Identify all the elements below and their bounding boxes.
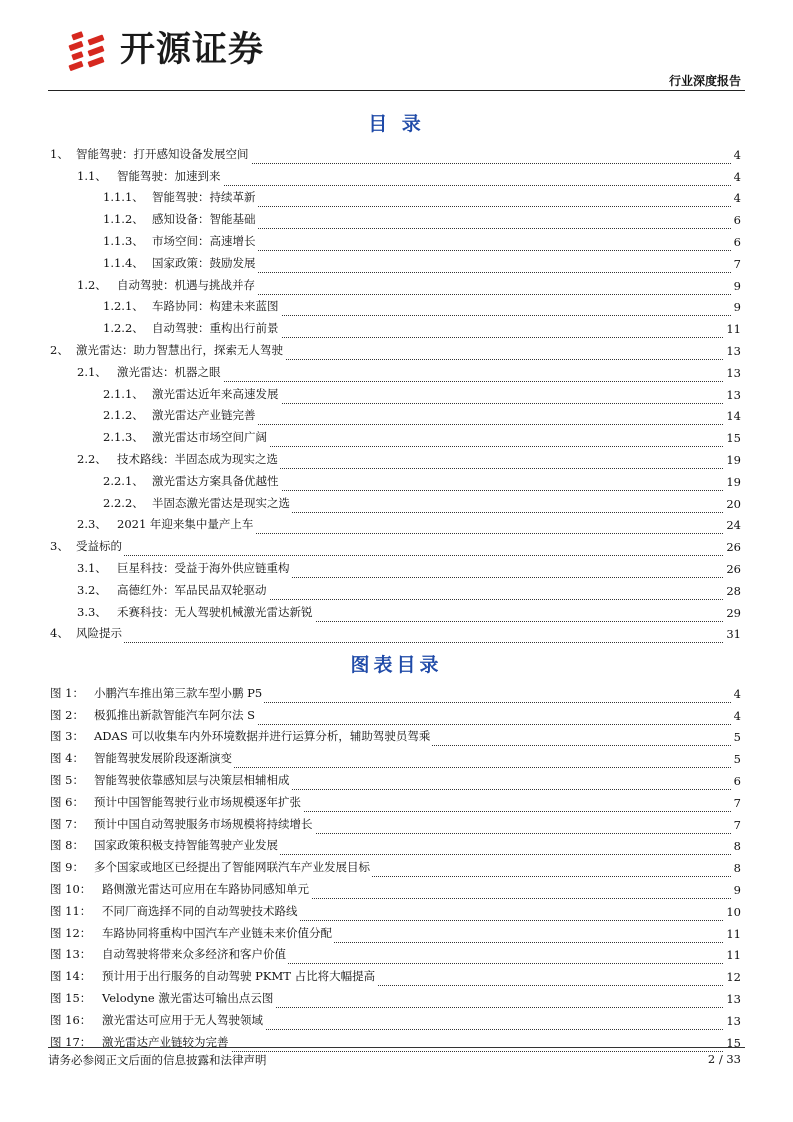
entry-label: [50, 1012, 265, 1030]
entry-label: [50, 516, 255, 534]
entry-page-number: 7: [731, 818, 741, 834]
entry-page-number: 5: [731, 730, 741, 746]
entry-number: 2.1、: [77, 364, 107, 379]
page-number: 2 / 33: [707, 1052, 741, 1066]
entry-page-number: 4: [731, 148, 741, 164]
entry-page-number: 11: [723, 322, 741, 338]
toc-entry[interactable]: [50, 229, 741, 251]
toc-heading: 目 录: [368, 113, 425, 135]
entry-number: 图 8：: [50, 838, 84, 853]
entry-label: [50, 495, 292, 513]
entry-number: 1.2.1、: [103, 299, 144, 314]
footer-divider: [48, 1047, 745, 1048]
entry-page-number: 24: [723, 518, 741, 534]
entry-label: [50, 772, 292, 790]
entry-title: 技术路线：半固态成为现实之选: [117, 451, 278, 466]
entry-page-number: 20: [723, 497, 741, 513]
toc-entry[interactable]: [50, 338, 741, 360]
figure-entry[interactable]: [50, 1008, 741, 1030]
figure-entry[interactable]: [50, 703, 741, 725]
entry-label: [50, 429, 269, 447]
entry-page-number: 26: [723, 562, 741, 578]
entry-page-number: 8: [731, 861, 741, 877]
entry-number: 图 7：: [50, 816, 84, 831]
entry-page-number: 9: [731, 883, 741, 899]
entry-label: [50, 582, 269, 600]
entry-number: 图 6：: [50, 794, 84, 809]
entry-label: [50, 925, 334, 943]
figure-list: [50, 681, 741, 1052]
entry-title: 不同厂商选择不同的自动驾驶技术路线: [102, 903, 298, 918]
entry-label: [50, 146, 251, 164]
entry-title: 市场空间：高速增长: [152, 233, 256, 248]
entry-title: 极狐推出新款智能汽车阿尔法 S: [94, 707, 256, 722]
entry-page-number: 6: [731, 235, 741, 251]
toc-entry[interactable]: [50, 556, 741, 578]
entry-number: 图 1：: [50, 685, 84, 700]
entry-number: 1.1.4、: [103, 255, 144, 270]
toc-entry[interactable]: [50, 513, 741, 535]
toc-entry[interactable]: [50, 186, 741, 208]
entry-page-number: 13: [723, 366, 741, 382]
entry-label: [50, 211, 258, 229]
entry-page-number: 19: [723, 475, 741, 491]
entry-title: 国家政策积极支持智能驾驶产业发展: [94, 838, 278, 853]
entry-page-number: 6: [731, 213, 741, 229]
entry-number: 3、: [50, 539, 69, 554]
figure-entry[interactable]: [50, 681, 741, 703]
entry-title: 自动驾驶将带来众多经济和客户价值: [102, 947, 286, 962]
entry-label: [50, 946, 288, 964]
entry-title: 小鹏汽车推出第三款车型小鹏 P5: [94, 685, 263, 700]
entry-title: 路侧激光雷达可应用在车路协同感知单元: [102, 881, 309, 896]
figures-heading: 图表目录: [350, 654, 443, 676]
entry-label: [50, 625, 124, 643]
toc-entry[interactable]: [50, 491, 741, 513]
header-divider: [48, 90, 745, 91]
entry-page-number: 13: [723, 1014, 741, 1030]
entry-title: 预计用于出行服务的自动驾驶 PKMT 占比将大幅提高: [102, 969, 376, 984]
entry-number: 2.1.1、: [103, 386, 144, 401]
entry-number: 图 11：: [50, 903, 92, 918]
entry-title: 感知设备：智能基础: [152, 212, 256, 227]
toc-entry[interactable]: [50, 251, 741, 273]
entry-title: 2021 年迎来集中量产上车: [117, 517, 254, 532]
entry-number: 图 12：: [50, 925, 92, 940]
figure-entry[interactable]: [50, 943, 741, 965]
entry-label: [50, 298, 281, 316]
toc-entry[interactable]: [50, 578, 741, 600]
entry-title: 预计中国智能驾驶行业市场规模逐年扩张: [94, 794, 301, 809]
entry-number: 2.2.2、: [103, 495, 144, 510]
entry-label: [50, 685, 264, 703]
entry-title: 激光雷达方案具备优越性: [152, 473, 279, 488]
toc-entry[interactable]: [50, 534, 741, 556]
company-logo: [66, 28, 264, 72]
entry-label: [50, 968, 377, 986]
entry-number: 图 10：: [50, 881, 92, 896]
entry-page-number: 7: [731, 257, 741, 273]
entry-title: 国家政策：鼓励发展: [152, 255, 256, 270]
figure-entry[interactable]: [50, 725, 741, 747]
entry-title: 智能驾驶发展阶段逐渐演变: [94, 751, 232, 766]
entry-number: 2.2.1、: [103, 473, 144, 488]
figure-entry[interactable]: [50, 986, 741, 1008]
toc-entry[interactable]: [50, 207, 741, 229]
entry-page-number: 6: [731, 774, 741, 790]
entry-label: [50, 604, 315, 622]
entry-number: 3.2、: [77, 582, 107, 597]
report-type-label: 行业深度报告: [668, 74, 741, 88]
entry-number: 图 2：: [50, 707, 84, 722]
entry-title: 激光雷达产业链较为完善: [102, 1034, 229, 1049]
entry-number: 1、: [50, 146, 69, 161]
entry-page-number: 12: [723, 970, 741, 986]
entry-page-number: 26: [723, 540, 741, 556]
toc-entry[interactable]: [50, 425, 741, 447]
entry-page-number: 15: [723, 431, 741, 447]
entry-title: 自动驾驶：机遇与挑战并存: [117, 277, 255, 292]
entry-title: 激光雷达市场空间广阔: [152, 430, 267, 445]
entry-label: [50, 473, 281, 491]
entry-page-number: 4: [731, 170, 741, 186]
figure-entry[interactable]: [50, 899, 741, 921]
entry-number: 图 16：: [50, 1012, 92, 1027]
entry-title: 受益标的: [76, 539, 122, 554]
toc-entry[interactable]: [50, 404, 741, 426]
entry-page-number: 4: [731, 687, 741, 703]
entry-label: [50, 859, 372, 877]
entry-title: 巨星科技：受益于海外供应链重构: [117, 560, 290, 575]
entry-title: 高德红外：军品民品双轮驱动: [117, 582, 267, 597]
entry-title: 半固态激光雷达是现实之选: [152, 495, 290, 510]
entry-label: [50, 189, 258, 207]
entry-label: [50, 342, 285, 360]
toc-entry[interactable]: [50, 622, 741, 644]
entry-number: 1.2.2、: [103, 321, 144, 336]
entry-label: [50, 837, 280, 855]
entry-title: 激光雷达产业链完善: [152, 408, 256, 423]
entry-label: [50, 728, 432, 746]
entry-label: [50, 990, 275, 1008]
entry-label: [50, 320, 281, 338]
toc-entry[interactable]: [50, 164, 741, 186]
entry-title: 车路协同：构建未来蓝图: [152, 299, 279, 314]
logo-text: 开源证券: [120, 29, 265, 70]
entry-number: 1.1.2、: [103, 212, 144, 227]
entry-label: [50, 560, 292, 578]
figure-entry[interactable]: [50, 855, 741, 877]
entry-title: 智能驾驶：加速到来: [117, 168, 221, 183]
entry-number: 图 17：: [50, 1034, 92, 1049]
entry-title: 多个国家或地区已经提出了智能网联汽车产业发展目标: [94, 860, 370, 875]
entry-number: 2.1.2、: [103, 408, 144, 423]
entry-label: [50, 233, 258, 251]
entry-title: 智能驾驶依靠感知层与决策层相辅相成: [94, 772, 290, 787]
entry-page-number: 14: [723, 409, 741, 425]
toc-entry[interactable]: [50, 295, 741, 317]
entry-page-number: 11: [723, 948, 741, 964]
entry-number: 1.1.3、: [103, 233, 144, 248]
entry-label: [50, 750, 234, 768]
entry-title: 激光雷达可应用于无人驾驶领域: [102, 1012, 263, 1027]
entry-page-number: 15: [723, 1036, 741, 1052]
entry-label: [50, 277, 257, 295]
figure-entry[interactable]: [50, 768, 741, 790]
entry-number: 2、: [50, 342, 69, 357]
entry-number: 图 9：: [50, 860, 84, 875]
entry-label: [50, 881, 311, 899]
entry-title: 自动驾驶：重构出行前景: [152, 321, 279, 336]
figure-entry[interactable]: [50, 921, 741, 943]
entry-title: ADAS 可以收集车内外环境数据并进行运算分析，辅助驾驶员驾乘: [94, 729, 431, 744]
entry-number: 图 14：: [50, 969, 92, 984]
toc-entry[interactable]: [50, 382, 741, 404]
entry-page-number: 4: [731, 709, 741, 725]
entry-label: [50, 451, 280, 469]
entry-number: 图 5：: [50, 772, 84, 787]
entry-page-number: 31: [723, 627, 741, 643]
figure-entry[interactable]: [50, 812, 741, 834]
entry-page-number: 5: [731, 752, 741, 768]
toc-entry[interactable]: [50, 469, 741, 491]
entry-title: 智能驾驶：持续革新: [152, 190, 256, 205]
entry-label: [50, 255, 258, 273]
figure-entry[interactable]: [50, 746, 741, 768]
entry-page-number: 7: [731, 796, 741, 812]
entry-page-number: 13: [723, 992, 741, 1008]
entry-title: 预计中国自动驾驶服务市场规模将持续增长: [94, 816, 313, 831]
entry-page-number: 9: [731, 279, 741, 295]
entry-number: 1.2、: [77, 277, 107, 292]
entry-page-number: 9: [731, 300, 741, 316]
entry-title: 车路协同将重构中国汽车产业链未来价值分配: [102, 925, 332, 940]
entry-page-number: 13: [723, 388, 741, 404]
entry-label: [50, 794, 303, 812]
page-header: [48, 20, 745, 90]
figure-entry[interactable]: [50, 877, 741, 899]
entry-label: [50, 903, 300, 921]
figure-entry[interactable]: [50, 1030, 741, 1052]
toc-entry[interactable]: [50, 447, 741, 469]
entry-label: [50, 1034, 231, 1052]
entry-number: 1.1、: [77, 168, 107, 183]
entry-title: 风险提示: [76, 626, 122, 641]
entry-number: 2.3、: [77, 517, 107, 532]
toc-entry[interactable]: [50, 142, 741, 164]
entry-page-number: 10: [723, 905, 741, 921]
entry-label: [50, 407, 258, 425]
toc-entry[interactable]: [50, 273, 741, 295]
entry-label: [50, 816, 315, 834]
figure-entry[interactable]: [50, 834, 741, 856]
footer-disclaimer: 请务必参阅正文后面的信息披露和法律声明: [48, 1053, 267, 1067]
entry-title: Velodyne 激光雷达可输出点云图: [102, 990, 274, 1005]
entry-label: [50, 707, 257, 725]
entry-label: [50, 364, 223, 382]
entry-title: 激光雷达：助力智慧出行，探索无人驾驶: [76, 342, 283, 357]
entry-number: 图 3：: [50, 729, 84, 744]
entry-number: 图 4：: [50, 751, 84, 766]
entry-label: [50, 538, 124, 556]
toc-entry[interactable]: [50, 316, 741, 338]
entry-page-number: 13: [723, 344, 741, 360]
entry-label: [50, 386, 281, 404]
entry-page-number: 29: [723, 606, 741, 622]
entry-page-number: 8: [731, 839, 741, 855]
entry-number: 1.1.1、: [103, 190, 144, 205]
entry-number: 3.3、: [77, 604, 107, 619]
toc-entry[interactable]: [50, 360, 741, 382]
entry-number: 图 13：: [50, 947, 92, 962]
entry-page-number: 11: [723, 927, 741, 943]
entry-number: 4、: [50, 626, 69, 641]
entry-number: 图 15：: [50, 990, 92, 1005]
entry-page-number: 4: [731, 191, 741, 207]
entry-title: 智能驾驶：打开感知设备发展空间: [76, 146, 249, 161]
logo-mark-icon: [66, 28, 110, 72]
entry-number: 2.2、: [77, 451, 107, 466]
table-of-contents: [50, 142, 741, 643]
entry-page-number: 28: [723, 584, 741, 600]
entry-number: 2.1.3、: [103, 430, 144, 445]
entry-title: 激光雷达近年来高速发展: [152, 386, 279, 401]
figure-entry[interactable]: [50, 790, 741, 812]
toc-entry[interactable]: [50, 600, 741, 622]
entry-number: 3.1、: [77, 560, 107, 575]
entry-label: [50, 168, 223, 186]
figure-entry[interactable]: [50, 964, 741, 986]
entry-title: 激光雷达：机器之眼: [117, 364, 221, 379]
entry-page-number: 19: [723, 453, 741, 469]
entry-title: 禾赛科技：无人驾驶机械激光雷达新锐: [117, 604, 313, 619]
